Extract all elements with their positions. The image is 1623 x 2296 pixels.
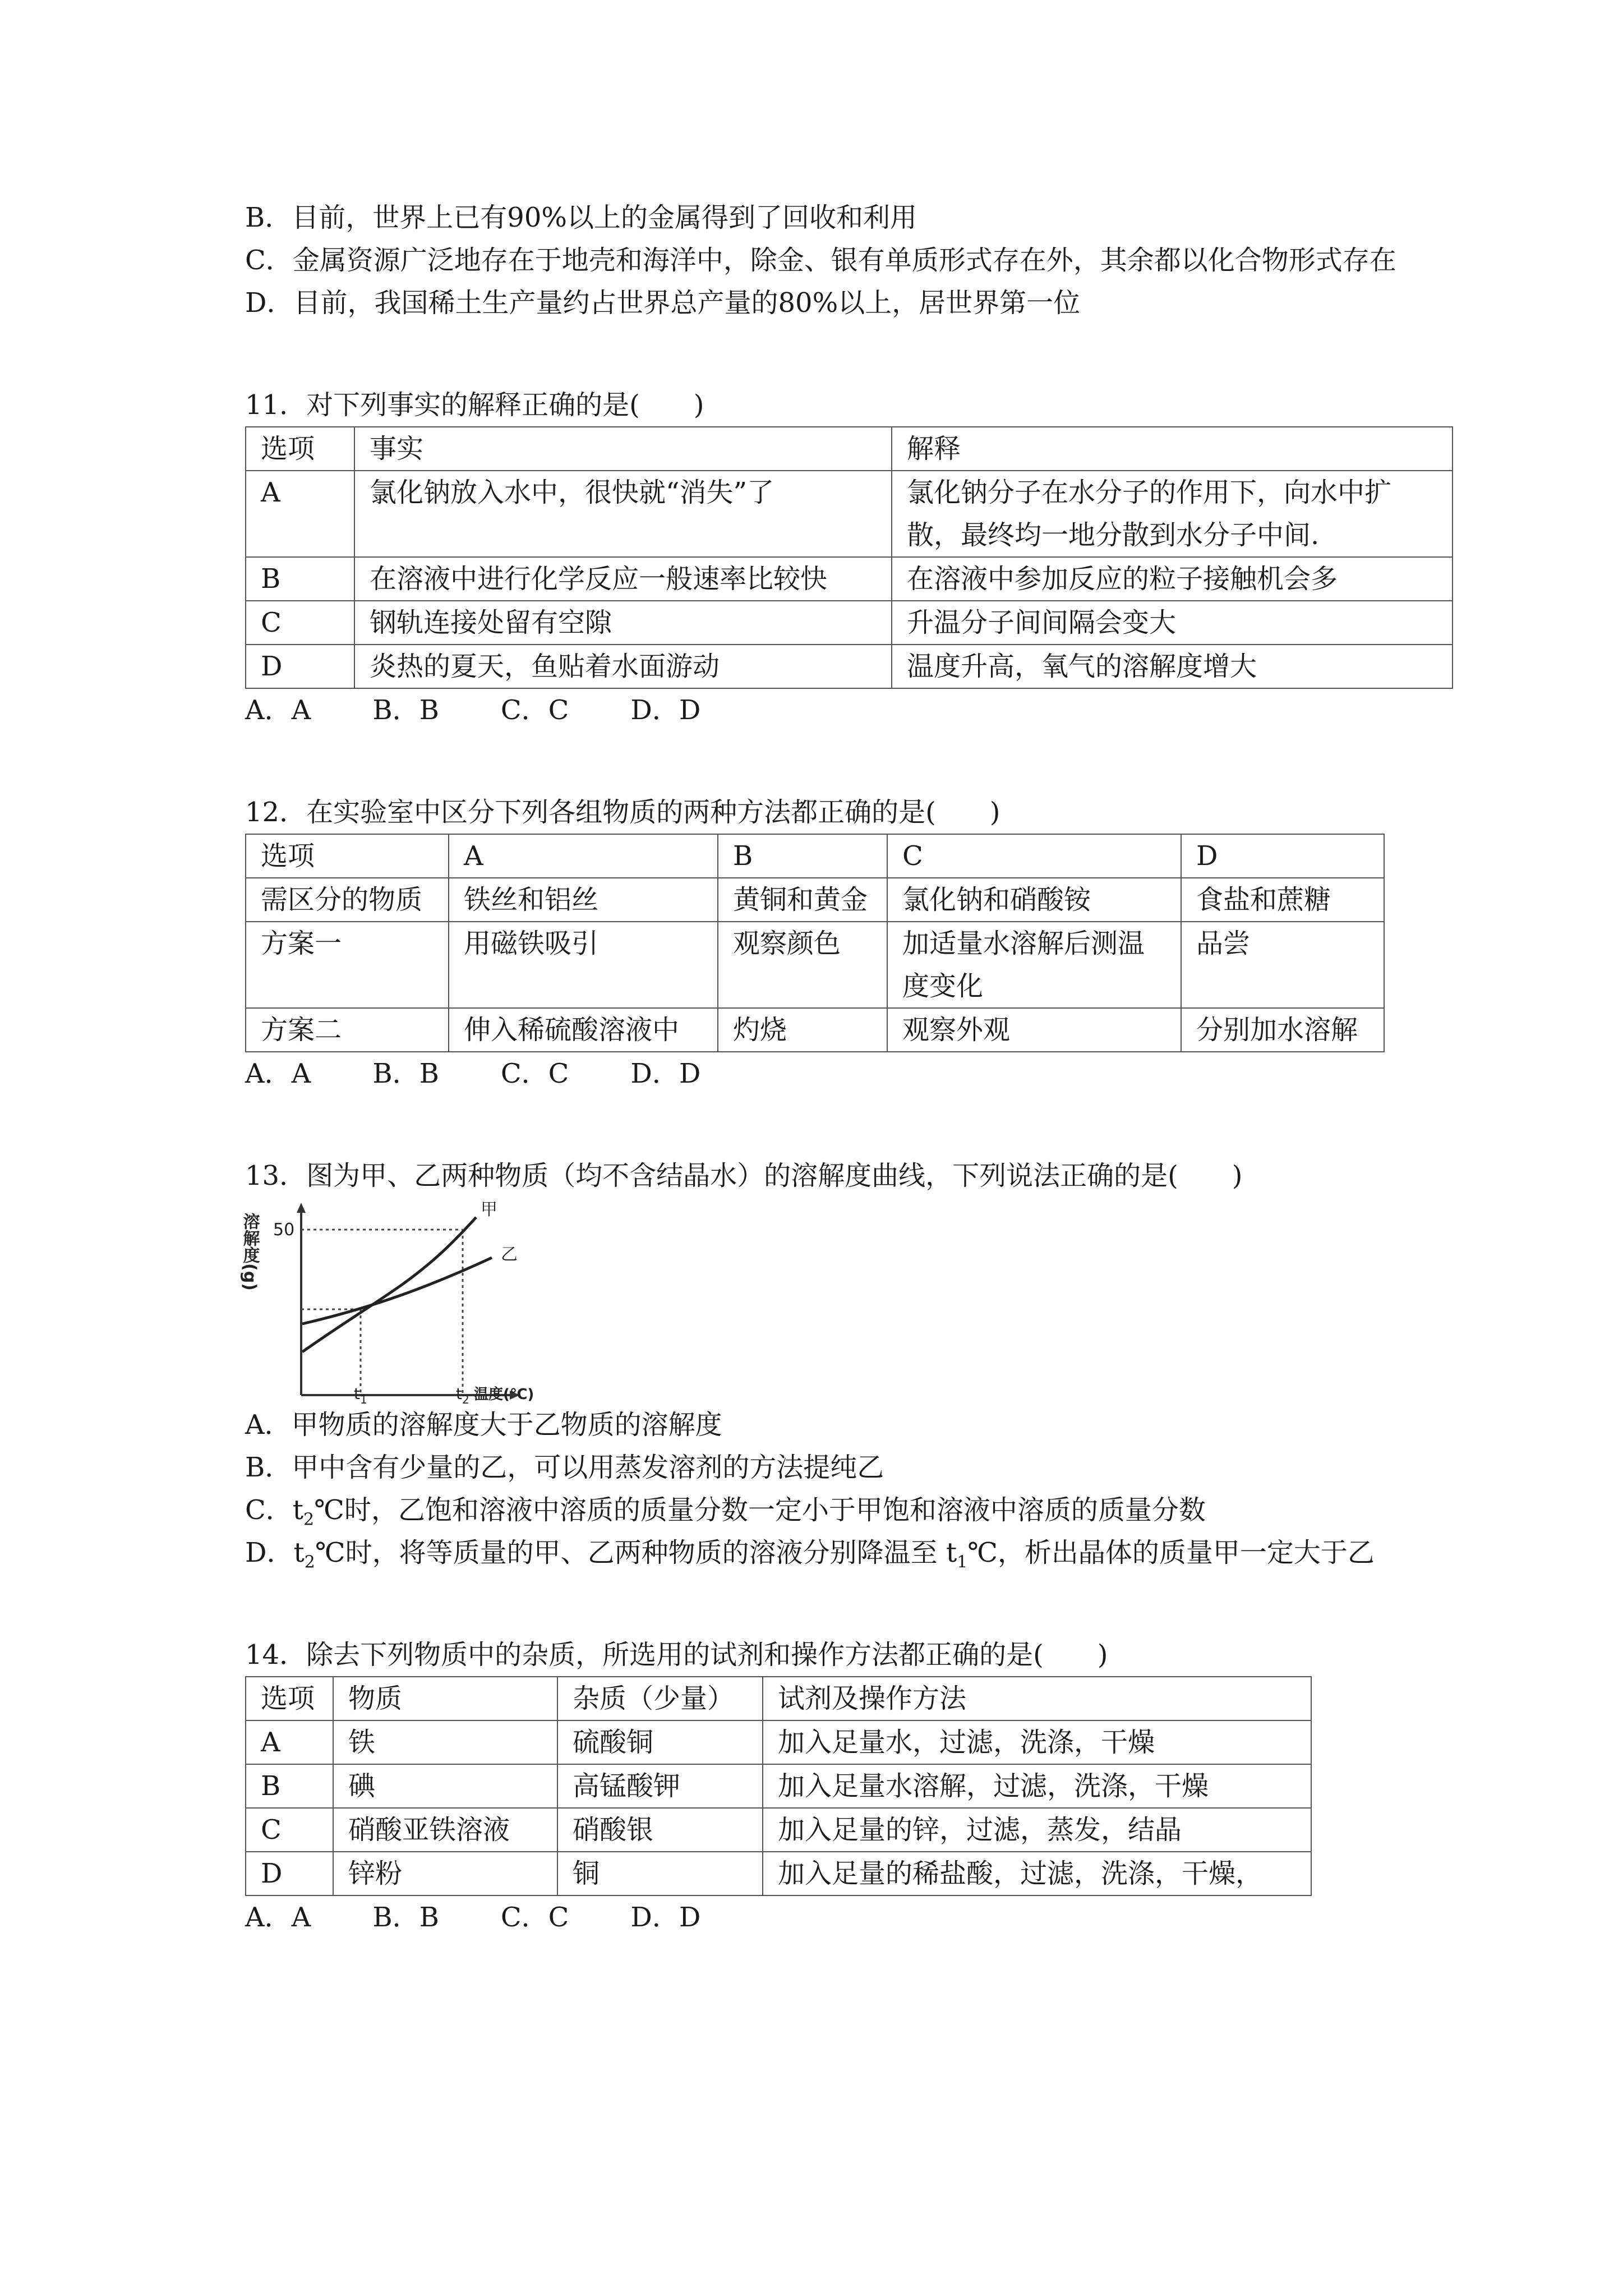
q10-option-d: D．目前，我国稀土生产量约占世界总产量的80%以上，居世界第一位 <box>245 287 1081 319</box>
answer-choice-d: D．D <box>630 1902 701 1933</box>
table-cell: 升温分子间间隔会变大 <box>892 601 1453 645</box>
q13-option-c: C．$t_2℃$时，乙饱和溶液中溶质的质量分数一定小于甲饱和溶液中溶质的质量分数 <box>245 1494 1206 1530</box>
table-cell: 观察颜色 <box>718 922 887 1008</box>
table-header-cell: 事实 <box>354 427 892 471</box>
table-cell: 方案一 <box>246 922 449 1008</box>
q10-option-c: C．金属资源广泛地存在于地壳和海洋中，除金、银有单质形式存在外，其余都以化合物形式存在 <box>245 245 1396 276</box>
q10-options <box>245 196 1451 324</box>
table-cell: 铁丝和铝丝 <box>449 878 718 922</box>
table-cell: 品尝 <box>1181 922 1384 1008</box>
table-cell: B <box>246 1764 333 1808</box>
q12-table <box>245 834 1385 1052</box>
table-cell: 灼烧 <box>718 1008 887 1052</box>
table-cell: 氯化钠分子在水分子的作用下，向水中扩散，最终均一地分散到水分子中间. <box>892 471 1453 557</box>
table-header-cell: A <box>449 834 718 878</box>
q13-option-b: B．甲中含有少量的乙，可以用蒸发溶剂的方法提纯乙 <box>245 1452 884 1483</box>
table-cell: 加入足量水溶解，过滤，洗涤，干燥 <box>763 1764 1311 1808</box>
table-cell: 硫酸铜 <box>557 1720 763 1764</box>
table-cell: 氯化钠和硝酸铵 <box>887 878 1181 922</box>
table-header-cell: 选项 <box>246 834 449 878</box>
x-axis-label: 温度(℃) <box>474 1386 534 1403</box>
answer-choice-c: C．C <box>500 1902 569 1933</box>
answer-choice-c: C．C <box>500 1058 569 1089</box>
table-row <box>246 1720 1311 1764</box>
y-tick-50: 50 <box>273 1220 295 1240</box>
table-header-cell: 试剂及操作方法 <box>763 1677 1311 1720</box>
y-axis-label: 溶解度(g) <box>239 1213 260 1291</box>
table-cell: 食盐和蔗糖 <box>1181 878 1384 922</box>
table-cell: 温度升高，氧气的溶解度增大 <box>892 645 1453 688</box>
table-cell: D <box>246 645 354 688</box>
table-cell: D <box>246 1852 333 1895</box>
table-cell: 加适量水溶解后测温度变化 <box>887 922 1181 1008</box>
table-cell: 钢轨连接处留有空隙 <box>354 601 892 645</box>
table-header-cell: 选项 <box>246 427 354 471</box>
table-header-cell: 选项 <box>246 1677 333 1720</box>
answer-choice-a: A．A <box>245 1058 311 1089</box>
q12-answer-choices <box>245 1052 1451 1095</box>
table-cell: 硝酸亚铁溶液 <box>333 1808 557 1852</box>
answer-choice-c: C．C <box>500 694 569 726</box>
table-cell: A <box>246 1720 333 1764</box>
table-cell: 黄铜和黄金 <box>718 878 887 922</box>
table-cell: C <box>246 1808 333 1852</box>
table-header-cell: 物质 <box>333 1677 557 1720</box>
table-row <box>246 601 1453 645</box>
q14-table <box>245 1676 1312 1896</box>
answer-choice-a: A．A <box>245 1902 311 1933</box>
q12-stem: 12．在实验室中区分下列各组物质的两种方法都正确的是( ) <box>245 797 1000 828</box>
table-cell: 分别加水溶解 <box>1181 1008 1384 1052</box>
q11-table <box>245 426 1453 689</box>
answer-choice-d: D．D <box>630 1058 701 1089</box>
table-cell: A <box>246 471 354 557</box>
table-row <box>246 1764 1311 1808</box>
x-tick-t1: $t_1$ <box>354 1384 367 1406</box>
q13-option-a: A．甲物质的溶解度大于乙物质的溶解度 <box>245 1409 722 1441</box>
answer-choice-b: B．B <box>372 1058 439 1089</box>
table-row <box>246 645 1453 688</box>
table-cell: 方案二 <box>246 1008 449 1052</box>
table-header-row <box>246 427 1453 471</box>
table-cell: 高锰酸钾 <box>557 1764 763 1808</box>
table-header-cell: 杂质（少量） <box>557 1677 763 1720</box>
table-cell: 用磁铁吸引 <box>449 922 718 1008</box>
answer-choice-b: B．B <box>372 694 439 726</box>
table-header-cell: D <box>1181 834 1384 878</box>
label-yi: 乙 <box>501 1245 518 1264</box>
table-cell: 在溶液中参加反应的粒子接触机会多 <box>892 557 1453 601</box>
q10-option-b: B．目前，世界上已有90%以上的金属得到了回收和利用 <box>245 202 917 233</box>
q11-stem: 11．对下列事实的解释正确的是( ) <box>245 389 704 421</box>
table-cell: 观察外观 <box>887 1008 1181 1052</box>
solubility-curve-graph <box>239 1200 559 1406</box>
table-row <box>246 878 1384 922</box>
table-cell: 加入足量的稀盐酸，过滤，洗涤，干燥， <box>763 1852 1311 1895</box>
table-cell: 炎热的夏天，鱼贴着水面游动 <box>354 645 892 688</box>
table-cell: 需区分的物质 <box>246 878 449 922</box>
table-row <box>246 1852 1311 1895</box>
label-jia: 甲 <box>481 1200 497 1220</box>
table-cell: 氯化钠放入水中，很快就“消失”了 <box>354 471 892 557</box>
table-row <box>246 922 1384 1008</box>
table-cell: C <box>246 601 354 645</box>
q14-stem: 14．除去下列物质中的杂质，所选用的试剂和操作方法都正确的是( ) <box>245 1639 1108 1671</box>
table-header-cell: B <box>718 834 887 878</box>
table-cell: 锌粉 <box>333 1852 557 1895</box>
answer-choice-d: D．D <box>630 694 701 726</box>
curve-jia <box>302 1217 476 1352</box>
answer-choice-a: A．A <box>245 694 311 726</box>
table-cell: 在溶液中进行化学反应一般速率比较快 <box>354 557 892 601</box>
table-cell: 碘 <box>333 1764 557 1808</box>
table-cell: 铁 <box>333 1720 557 1764</box>
table-cell: 加入足量水，过滤，洗涤，干燥 <box>763 1720 1311 1764</box>
table-row <box>246 1008 1384 1052</box>
table-header-row <box>246 1677 1311 1720</box>
y-axis-arrow <box>297 1203 306 1213</box>
table-cell: B <box>246 557 354 601</box>
table-header-cell: 解释 <box>892 427 1453 471</box>
x-tick-t2: $t_2$ <box>456 1384 469 1406</box>
table-header-row <box>246 834 1384 878</box>
table-cell: 伸入稀硫酸溶液中 <box>449 1008 718 1052</box>
table-cell: 加入足量的锌，过滤，蒸发，结晶 <box>763 1808 1311 1852</box>
q13-stem: 13．图为甲、乙两种物质（均不含结晶水）的溶解度曲线，下列说法正确的是( ) <box>245 1160 1243 1191</box>
table-header-cell: C <box>887 834 1181 878</box>
table-row <box>246 557 1453 601</box>
q11-answer-choices <box>245 689 1451 731</box>
table-row <box>246 1808 1311 1852</box>
answer-choice-b: B．B <box>372 1902 439 1933</box>
table-cell: 硝酸银 <box>557 1808 763 1852</box>
q14-answer-choices <box>245 1896 1451 1939</box>
exam-page <box>239 196 1451 1939</box>
table-row <box>246 471 1453 557</box>
table-cell: 铜 <box>557 1852 763 1895</box>
q13-option-d: D．$t_2℃$时，将等质量的甲、乙两种物质的溶液分别降温至 $t_1℃$，析出晶体的质量甲一定大于乙 <box>245 1537 1375 1572</box>
